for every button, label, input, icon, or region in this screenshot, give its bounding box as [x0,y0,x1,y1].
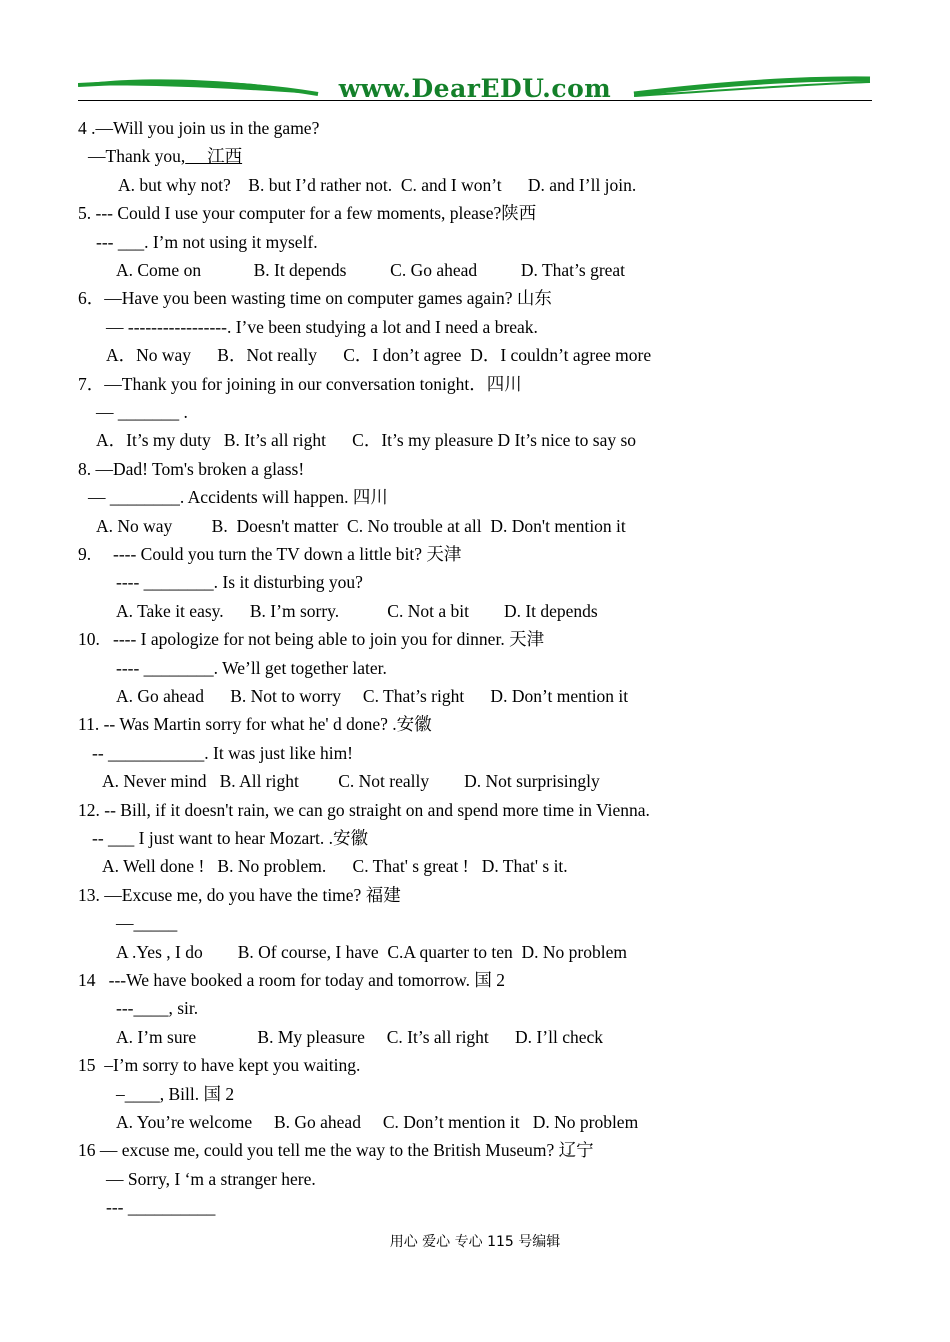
question-stem: 4 .—Will you join us in the game? [78,118,320,138]
response-line: --- ___. I’m not using it myself. [96,232,318,252]
question-stem: 9. ---- Could you turn the TV down a little bit? 天津 [78,544,462,564]
question-stem: 15 –I’m sorry to have kept you waiting. [78,1055,361,1075]
response-line: --- __________ [106,1197,216,1217]
response-line: ---- ________. Is it disturbing you? [116,572,363,592]
question-stem: 8. —Dad! Tom's broken a glass! [78,459,305,479]
header-rule [78,100,872,101]
response-line: —_____ [116,913,178,933]
answer-options: A．It’s my duty B. It’s all right C．It’s my pleasure D It’s nice to say so [96,430,637,450]
answer-options: A. Well done ! B. No problem. C. That' s great ! D. That' s it. [102,856,568,876]
question-stem: 7．—Thank you for joining in our conversation tonight．四川 [78,374,522,394]
answer-options: A. Come on B. It depends C. Go ahead D. That’s great [116,260,626,280]
page-footer: 用心 爱心 专心 115 号编辑 [389,1234,561,1250]
answer-options: A. No way B. Doesn't matter C. No trouble at all D. Don't mention it [96,516,626,536]
answer-blank: 江西 [185,146,243,166]
question-stem: 14 ---We have booked a room for today and tomorrow. 国 2 [78,970,506,990]
response-line: ---- ________. We’ll get together later. [116,658,387,678]
question-stem: 12. -- Bill, if it doesn't rain, we can go straight on and spend more time in Vienna. [78,800,650,820]
question-stem: 16 — excuse me, could you tell me the way to the British Museum? 辽宁 [78,1140,594,1160]
question-stem: 10. ---- I apologize for not being able to join you for dinner. 天津 [78,629,545,649]
answer-options: A. Never mind B. All right C. Not really D. Not surprisingly [102,771,600,791]
answer-options: A .Yes , I do B. Of course, I have C.A quarter to ten D. No problem [116,942,627,962]
answer-options: A. You’re welcome B. Go ahead C. Don’t mention it D. No problem [116,1112,639,1132]
response-text: —Thank you, [88,146,186,166]
answer-options: A. Take it easy. B. I’m sorry. C. Not a bit D. It depends [116,601,598,621]
response-line: -- ___ I just want to hear Mozart. .安徽 [92,828,369,848]
response-line [88,142,242,170]
site-name: www.DearEDU.com [338,74,612,103]
question-stem: 5. --- Could I use your computer for a few moments, please?陕西 [78,203,537,223]
answer-options: A. but why not? B. but I’d rather not. C. and I won’t D. and I’ll join. [118,175,637,195]
response-line: — _______ . [96,402,188,422]
response-line: ---____, sir. [116,998,199,1018]
response-line: –____, Bill. 国 2 [116,1084,235,1104]
answer-options: A．No way B．Not really C．I don’t agree D．I couldn’t agree more [106,345,652,365]
question-stem: 11. -- Was Martin sorry for what he' d done? .安徽 [78,714,432,734]
answer-options: A. I’m sure B. My pleasure C. It’s all right D. I’ll check [116,1027,603,1047]
question-stem: 13. —Excuse me, do you have the time? 福建 [78,885,401,905]
question-stem: 6．—Have you been wasting time on computer games again? 山东 [78,288,552,308]
response-line: — -----------------. I’ve been studying a lot and I need a break. [106,317,538,337]
answer-options: A. Go ahead B. Not to worry C. That’s right D. Don’t mention it [116,686,629,706]
response-line: — ________. Accidents will happen. 四川 [88,487,388,507]
response-line: — Sorry, I ‘m a stranger here. [106,1169,316,1189]
response-line: -- ___________. It was just like him! [92,743,354,763]
